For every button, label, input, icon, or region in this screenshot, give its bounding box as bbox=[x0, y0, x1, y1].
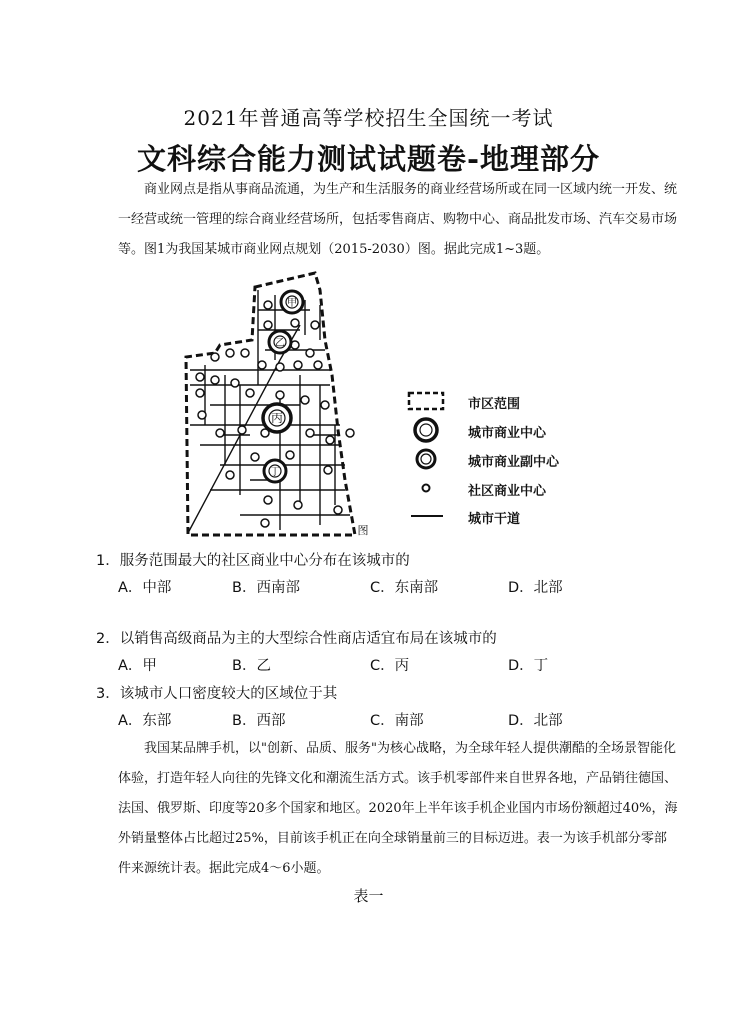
community-center bbox=[211, 353, 219, 361]
legend-label-sub-center: 城市商业副中心 bbox=[468, 455, 560, 470]
community-center bbox=[246, 389, 254, 397]
figure-caption: 图 bbox=[357, 524, 369, 537]
q2-option-a: A．甲 bbox=[118, 658, 157, 674]
q3-option-c: C．南部 bbox=[370, 713, 424, 729]
q2-option-c: C．丙 bbox=[370, 658, 410, 674]
q1-option-c: C．东南部 bbox=[370, 580, 439, 596]
small-dot-icon bbox=[423, 485, 430, 492]
q3-option-a: A．东部 bbox=[118, 713, 172, 729]
community-center bbox=[276, 391, 284, 399]
community-center bbox=[231, 379, 239, 387]
label-bing: 丙 bbox=[270, 411, 284, 425]
community-center bbox=[321, 401, 329, 409]
community-center bbox=[326, 436, 334, 444]
passage-1 bbox=[118, 175, 678, 265]
community-center bbox=[294, 501, 302, 509]
community-center bbox=[294, 361, 302, 369]
community-center bbox=[264, 301, 272, 309]
passage-2-text: 我国某品牌手机，以"创新、品质、服务"为核心战略，为全球年轻人提供潮酷的全场景智能化体验，打造年轻人向往的先锋文化和潮流生活方式。该手机零部件来自世界各地，产品销往德国、法国、俄罗斯、印度等20多个国家和地区。2020年上半年该手机企业国内市场份额超过40%，海外销量整体占比超过25%，目前该手机正在向全球销量前三的目标迈进。表一为该手机部分零部件来源统计表。据此完成4～6小题。 bbox=[118, 741, 678, 876]
community-center bbox=[276, 363, 284, 371]
q1-option-b: B．西南部 bbox=[232, 580, 300, 596]
passage-1-text: 商业网点是指从事商品流通，为生产和生活服务的商业经营场所或在同一区域内统一开发、统一经营或统一管理的综合商业经营场所，包括零售商店、购物中心、商品批发市场、汽车交易市场等。图1为我国某城市商业网点规划（2015-2030）图。据此完成1~3题。 bbox=[118, 182, 678, 257]
community-center bbox=[314, 361, 322, 369]
legend-label-city-area: 市区范围 bbox=[468, 397, 521, 412]
community-center bbox=[226, 349, 234, 357]
community-center bbox=[306, 429, 314, 437]
community-center bbox=[251, 453, 259, 461]
community-center bbox=[241, 349, 249, 357]
label-yi: 乙 bbox=[275, 338, 285, 349]
q2-option-d: D．丁 bbox=[508, 658, 549, 674]
community-center bbox=[258, 361, 266, 369]
community-center bbox=[291, 319, 299, 327]
legend-label-community-center: 社区商业中心 bbox=[468, 484, 547, 499]
community-center bbox=[211, 376, 219, 384]
legend-label-main-road: 城市干道 bbox=[468, 512, 521, 527]
community-center bbox=[334, 506, 342, 514]
question-2-stem: 2．以销售高级商品为主的大型综合性商店适宜布局在该城市的 bbox=[96, 631, 497, 647]
community-center bbox=[286, 451, 294, 459]
community-center bbox=[306, 349, 314, 357]
legend-symbols bbox=[405, 387, 455, 532]
dashed-rect-icon bbox=[409, 393, 443, 409]
community-center bbox=[198, 411, 206, 419]
community-center bbox=[196, 373, 204, 381]
table-caption: 表一 bbox=[353, 887, 384, 905]
passage-2 bbox=[118, 734, 678, 884]
community-center bbox=[311, 321, 319, 329]
community-center bbox=[216, 429, 224, 437]
community-center bbox=[238, 426, 246, 434]
question-1-stem: 1．服务范围最大的社区商业中心分布在该城市的 bbox=[96, 553, 410, 569]
q1-option-a: A．中部 bbox=[118, 580, 172, 596]
city-map-figure bbox=[180, 265, 375, 540]
q2-option-b: B．乙 bbox=[232, 658, 271, 674]
legend-label-commercial-center: 城市商业中心 bbox=[468, 426, 547, 441]
paper-title: 文科综合能力测试试题卷-地理部分 bbox=[136, 142, 601, 176]
q1-option-d: D．北部 bbox=[508, 580, 563, 596]
community-center bbox=[264, 321, 272, 329]
label-ding: 丁 bbox=[270, 467, 280, 478]
map-legend bbox=[405, 387, 575, 532]
community-center bbox=[301, 396, 309, 404]
question-3-stem: 3．该城市人口密度较大的区域位于其 bbox=[96, 686, 338, 702]
exam-title: 2021年普通高等学校招生全国统一考试 bbox=[183, 106, 554, 130]
label-jia: 甲 bbox=[287, 298, 297, 309]
q3-option-d: D．北部 bbox=[508, 713, 563, 729]
community-center bbox=[226, 471, 234, 479]
community-center bbox=[346, 429, 354, 437]
community-center bbox=[196, 389, 204, 397]
community-center bbox=[264, 496, 272, 504]
q3-option-b: B．西部 bbox=[232, 713, 286, 729]
community-center bbox=[261, 519, 269, 527]
community-center bbox=[324, 466, 332, 474]
